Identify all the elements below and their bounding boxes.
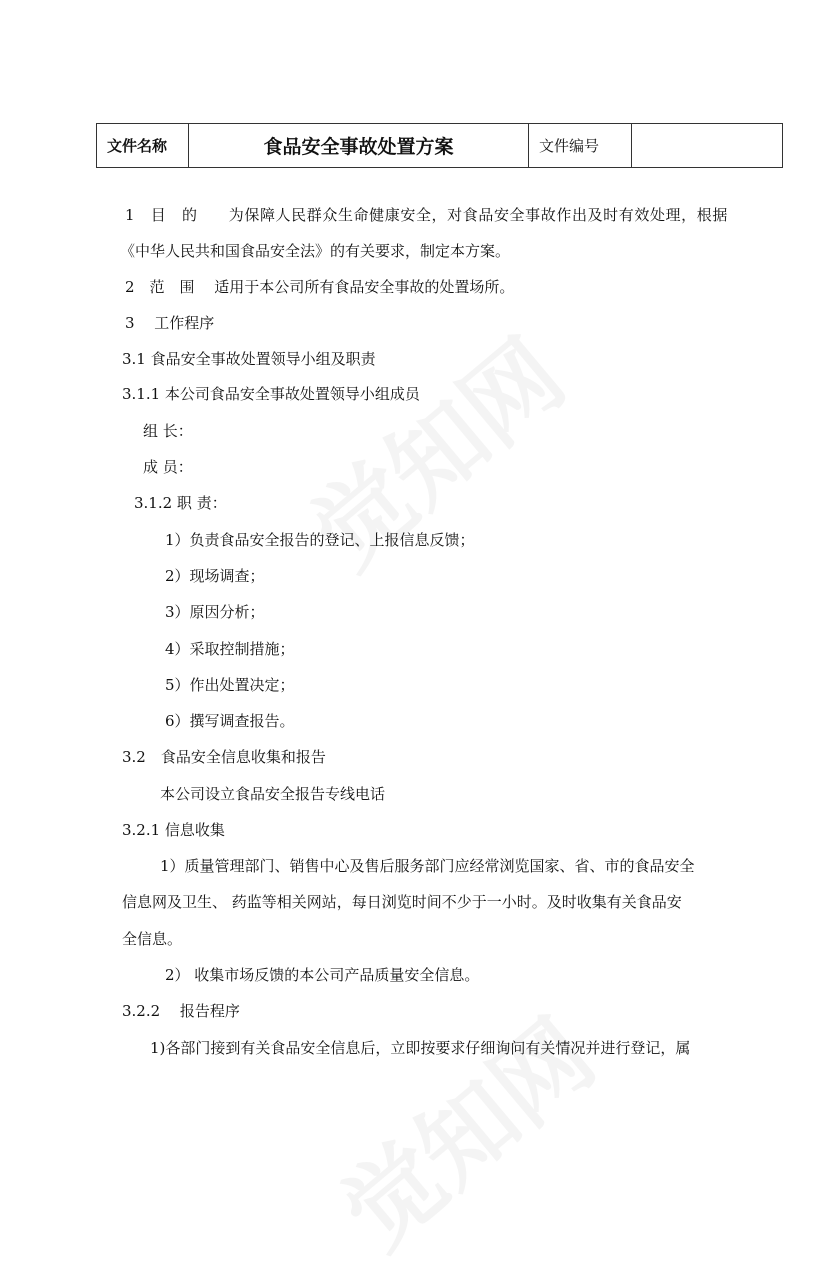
info-collect-item-1-end: 全信息。 <box>122 930 183 948</box>
purpose-line: 1 目 的 为保障人民群众生命健康安全，对食品安全事故作出及时有效处理，根据 <box>125 206 728 224</box>
file-name-label: 文件名称 <box>97 124 189 168</box>
info-collect-item-1-cont: 信息网及卫生、 药监等相关网站，每日浏览时间不少于一小时。及时收集有关食品安 <box>122 893 682 911</box>
section-3-1-1-heading: 3.1.1 本公司食品安全事故处置领导小组成员 <box>122 385 420 403</box>
report-item-1: 1)各部门接到有关食品安全信息后，立即按要求仔细询问有关情况并进行登记，属 <box>150 1039 691 1057</box>
info-collect-item-2: 2） 收集市场反馈的本公司产品质量安全信息。 <box>165 966 480 984</box>
group-leader-line: 组 长： <box>143 422 193 440</box>
document-title: 食品安全事故处置方案 <box>189 124 529 168</box>
file-number-value <box>632 124 783 168</box>
watermark <box>280 303 589 593</box>
duty-item-2: 2）现场调查； <box>165 567 265 585</box>
document-header-table <box>96 123 783 168</box>
info-collect-item-1: 1）质量管理部门、销售中心及售后服务部门应经常浏览国家、省、市的食品安全 <box>160 857 695 875</box>
section-3-2-2-heading: 3.2.2 报告程序 <box>122 1002 240 1020</box>
file-number-label: 文件编号 <box>529 124 632 168</box>
procedure-heading: 3 工作程序 <box>125 314 215 332</box>
duty-item-6: 6）撰写调查报告。 <box>165 712 295 730</box>
duty-item-3: 3）原因分析； <box>165 603 265 621</box>
section-3-2-heading: 3.2 食品安全信息收集和报告 <box>122 748 326 766</box>
scope-line: 2 范 围 适用于本公司所有食品安全事故的处置场所。 <box>125 278 515 296</box>
watermark <box>310 983 619 1273</box>
duty-item-4: 4）采取控制措施； <box>165 640 295 658</box>
duty-item-5: 5）作出处置决定； <box>165 676 295 694</box>
duty-item-1: 1）负责食品安全报告的登记、上报信息反馈； <box>165 531 475 549</box>
purpose-line-cont: 《中华人民共和国食品安全法》的有关要求，制定本方案。 <box>120 242 511 260</box>
hotline-line: 本公司设立食品安全报告专线电话 <box>160 785 386 803</box>
section-3-1-2-heading: 3.1.2 职 责： <box>134 494 227 512</box>
members-line: 成 员： <box>143 458 193 476</box>
section-3-1-heading: 3.1 食品安全事故处置领导小组及职责 <box>122 350 376 368</box>
section-3-2-1-heading: 3.2.1 信息收集 <box>122 821 225 839</box>
